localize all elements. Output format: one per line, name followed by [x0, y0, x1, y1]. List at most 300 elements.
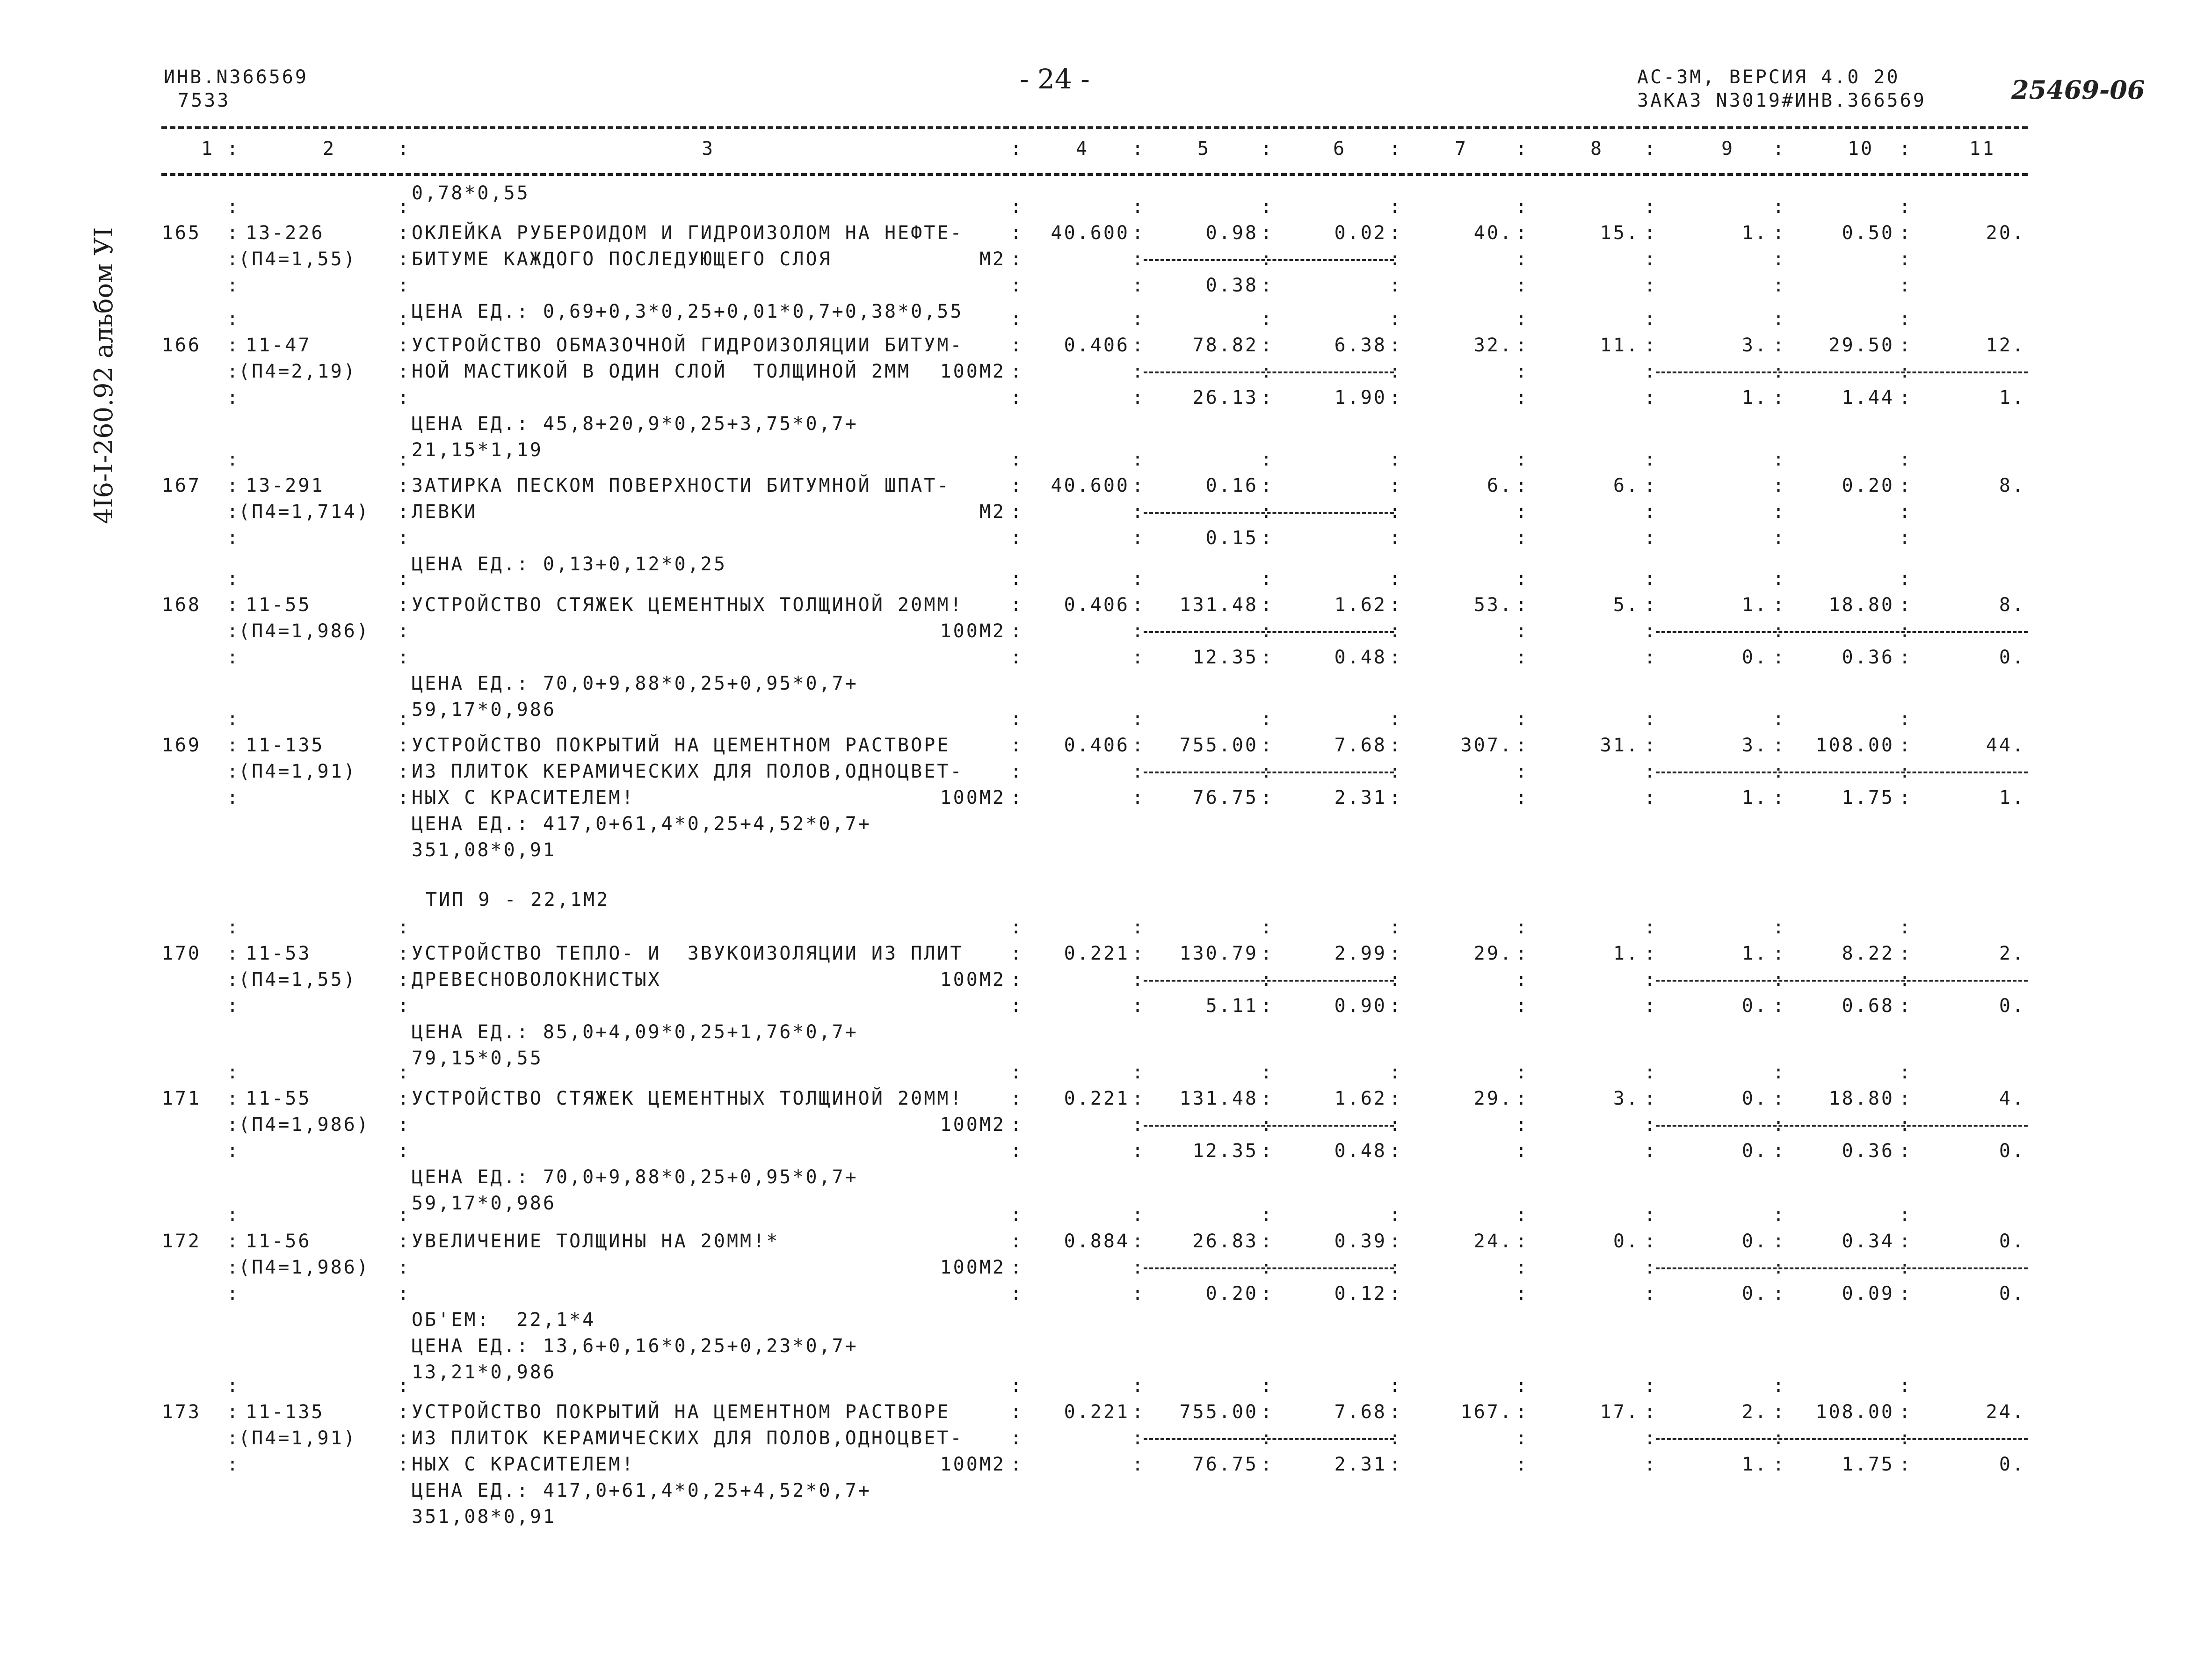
column-separator: : — [1899, 708, 1913, 730]
value-c9: 0. — [1741, 1088, 1768, 1109]
column-separator: : — [227, 308, 240, 330]
sub-value-c6: 0.90 — [1334, 995, 1387, 1017]
column-separator: : — [227, 1257, 240, 1278]
column-separator: : — [1644, 222, 1658, 244]
sub-value-c11: 0. — [1999, 647, 2025, 668]
column-separator: : — [1389, 1283, 1403, 1304]
column-separator: : — [1773, 449, 1786, 470]
column-separator: : — [1132, 1204, 1146, 1226]
column-separator: : — [1516, 1088, 1529, 1109]
column-separator: : — [1899, 308, 1913, 330]
sub-row-rule — [1144, 631, 1394, 633]
sub-value-c11: 0. — [1999, 1283, 2025, 1304]
column-separator: : — [1899, 969, 1913, 990]
column-separator: : — [1516, 475, 1529, 496]
column-separator: : — [1644, 1062, 1658, 1083]
column-separator: : — [1644, 761, 1658, 782]
column-separator: : — [1899, 647, 1913, 668]
column-separator: : — [1389, 1204, 1403, 1226]
column-separator: : — [1516, 1230, 1529, 1252]
sub-value-c6: 2.31 — [1334, 787, 1387, 808]
column-separator: : — [1644, 787, 1658, 808]
column-separator: : — [1389, 1088, 1403, 1109]
column-separator: : — [1773, 943, 1786, 964]
column-separator: : — [1899, 1375, 1913, 1397]
column-separator: : — [1261, 761, 1274, 782]
value-c7: 29. — [1473, 943, 1513, 964]
order-number: ЗАКАЗ N3019#ИНВ.366569 — [1637, 90, 1926, 111]
column-separator: : — [1010, 1401, 1024, 1423]
column-separator: : — [1010, 275, 1024, 296]
value-c8: 6. — [1613, 475, 1639, 496]
column-separator: : — [1516, 1062, 1529, 1083]
column-separator: : — [1389, 647, 1403, 668]
column-separator: : — [1389, 1257, 1403, 1278]
column-separator: : — [1132, 1062, 1146, 1083]
column-separator: : — [398, 1454, 411, 1475]
quantity: 40.600 — [1051, 475, 1130, 496]
work-description: НОЙ МАСТИКОЙ В ОДИН СЛОЙ ТОЛЩИНОЙ 2ММ — [412, 361, 911, 382]
sub-row-rule — [1144, 1125, 1394, 1127]
work-description: ЗАТИРКА ПЕСКОМ ПОВЕРХНОСТИ БИТУМНОЙ ШПАТ- — [412, 475, 950, 496]
column-separator: : — [1773, 1427, 1786, 1449]
column-separator: : — [1261, 647, 1274, 668]
column-separator: : — [1261, 308, 1274, 330]
column-separator: : — [1010, 1427, 1024, 1449]
column-separator: : — [1010, 787, 1024, 808]
column-separator: : — [1644, 1375, 1658, 1397]
quantity: 0.221 — [1064, 1088, 1130, 1109]
sub-row-rule — [1144, 259, 1394, 261]
unit-price-formula: 79,15*0,55 — [412, 1048, 543, 1069]
unit: 100М2 — [940, 787, 1006, 808]
column-header-9: 9 — [1721, 138, 1735, 160]
column-separator: : — [1899, 248, 1913, 270]
column-separator: : — [1899, 361, 1913, 382]
value-c11: 12. — [1986, 335, 2025, 356]
column-separator: : — [1899, 501, 1913, 523]
column-separator: : — [1389, 917, 1403, 938]
unit-price-formula: 21,15*1,19 — [412, 439, 543, 461]
column-separator: : — [227, 501, 240, 523]
column-separator: : — [1389, 1114, 1403, 1136]
column-header-2: 2 — [323, 138, 336, 160]
column-header-3: 3 — [702, 138, 715, 160]
column-separator: : — [1132, 708, 1146, 730]
column-separator: : — [1899, 1062, 1913, 1083]
column-separator: : — [1516, 361, 1529, 382]
sub-value-c6: 2.31 — [1334, 1454, 1387, 1475]
sub-row-rule — [1656, 1267, 2028, 1269]
sub-value-c6: 0.48 — [1334, 647, 1387, 668]
work-description: УСТРОЙСТВО ТЕПЛО- И ЗВУКОИЗОЛЯЦИИ ИЗ ПЛИТ — [412, 943, 964, 964]
value-c7: 32. — [1473, 335, 1513, 356]
column-separator: : — [398, 1204, 411, 1226]
unit-price-formula: ЦЕНА ЕД.: 45,8+20,9*0,25+3,75*0,7+ — [412, 413, 858, 435]
column-separator: : — [1389, 995, 1403, 1017]
column-separator: : — [1773, 969, 1786, 990]
column-header-10: 10 — [1848, 138, 1874, 160]
column-separator: : — [1389, 501, 1403, 523]
column-separator: : — [1644, 1114, 1658, 1136]
sub-value-c6: 0.48 — [1334, 1140, 1387, 1162]
column-separator: : — [1261, 1454, 1274, 1475]
value-c7: 29. — [1473, 1088, 1513, 1109]
column-separator: : — [1010, 1283, 1024, 1304]
column-separator: : — [1261, 501, 1274, 523]
column-separator: : — [1773, 708, 1786, 730]
sub-value-c5: 5.11 — [1205, 995, 1258, 1017]
value-c10: 0.50 — [1842, 222, 1894, 244]
column-separator: : — [1389, 594, 1403, 616]
column-separator: : — [227, 735, 240, 756]
column-separator: : — [1010, 647, 1024, 668]
column-separator: : — [1132, 501, 1146, 523]
column-separator: : — [398, 568, 411, 590]
column-separator: : — [1261, 917, 1274, 938]
column-separator: : — [1261, 594, 1274, 616]
value-c11: 8. — [1999, 594, 2025, 616]
column-separator: : — [1773, 1283, 1786, 1304]
column-separator: : — [1773, 361, 1786, 382]
unit-price-formula: ЦЕНА ЕД.: 70,0+9,88*0,25+0,95*0,7+ — [412, 673, 858, 694]
norm-code: 11-53 — [246, 943, 312, 964]
unit-price-formula: ОБ'ЕМ: 22,1*4 — [412, 1309, 596, 1331]
column-separator: : — [1516, 708, 1529, 730]
column-separator: : — [1010, 1114, 1024, 1136]
column-separator: : — [398, 787, 411, 808]
work-description: ИЗ ПЛИТОК КЕРАМИЧЕСКИХ ДЛЯ ПОЛОВ,ОДНОЦВЕТ- — [412, 761, 964, 782]
column-separator: : — [1644, 568, 1658, 590]
coefficient: (П4=1,986) — [239, 1114, 370, 1136]
column-separator: : — [1899, 787, 1913, 808]
unit-price-formula: 59,17*0,986 — [412, 1193, 556, 1214]
column-separator: : — [398, 222, 411, 244]
column-separator: : — [1516, 917, 1529, 938]
column-separator: : — [1644, 248, 1658, 270]
value-c6: 6.38 — [1334, 335, 1387, 356]
value-c7: 6. — [1487, 475, 1513, 496]
column-separator: : — [1132, 943, 1146, 964]
column-header-5: 5 — [1197, 138, 1211, 160]
column-separator: : — [1389, 248, 1403, 270]
row-number: 169 — [161, 735, 201, 756]
column-separator: : — [227, 917, 240, 938]
value-c8: 15. — [1600, 222, 1639, 244]
norm-code: 13-226 — [246, 222, 325, 244]
unit: М2 — [979, 248, 1006, 270]
quantity: 0.884 — [1064, 1230, 1130, 1252]
column-separator: : — [227, 1088, 240, 1109]
value-c11: 24. — [1986, 1401, 2025, 1423]
column-separator: : — [227, 1114, 240, 1136]
column-separator: : — [1261, 1375, 1274, 1397]
column-separator: : — [1644, 1204, 1658, 1226]
value-c8: 31. — [1600, 735, 1639, 756]
sub-row-rule — [1656, 1125, 2028, 1127]
column-separator: : — [1132, 1088, 1146, 1109]
value-c5: 26.83 — [1192, 1230, 1258, 1252]
column-separator: : — [1261, 787, 1274, 808]
column-separator: : — [227, 475, 240, 496]
column-separator: : — [227, 196, 240, 218]
unit-price-formula: 351,08*0,91 — [412, 839, 556, 861]
column-separator: : — [1261, 222, 1274, 244]
column-separator: : — [1899, 475, 1913, 496]
column-separator: : — [1132, 1401, 1146, 1423]
column-separator: : — [1516, 1375, 1529, 1397]
column-separator: : — [1132, 1427, 1146, 1449]
norm-code: 11-56 — [246, 1230, 312, 1252]
column-separator: : — [1389, 387, 1403, 408]
coefficient: (П4=1,91) — [239, 1427, 357, 1449]
column-separator: : — [398, 335, 411, 356]
value-c6: 0.39 — [1334, 1230, 1387, 1252]
column-separator: : — [1644, 275, 1658, 296]
value-c5: 0.98 — [1205, 222, 1258, 244]
column-separator: : — [1644, 708, 1658, 730]
column-separator: : — [1010, 708, 1024, 730]
column-separator: : — [1899, 943, 1913, 964]
column-separator: : — [1773, 475, 1786, 496]
column-separator: : — [1644, 1401, 1658, 1423]
column-separator: : — [1132, 527, 1146, 549]
column-separator: : — [1132, 308, 1146, 330]
column-separator: : — [1261, 995, 1274, 1017]
sub-value-c11: 0. — [1999, 995, 2025, 1017]
value-c8: 0. — [1613, 1230, 1639, 1252]
inventory-number: ИНВ.N366569 — [164, 66, 308, 88]
value-c6: 1.62 — [1334, 594, 1387, 616]
column-separator: : — [1644, 196, 1658, 218]
column-separator: : — [1516, 308, 1529, 330]
value-c7: 24. — [1473, 1230, 1513, 1252]
column-separator: : — [1010, 735, 1024, 756]
column-separator: : — [1773, 620, 1786, 642]
sub-value-c9: 1. — [1741, 1454, 1768, 1475]
value-c10: 108.00 — [1815, 735, 1894, 756]
column-separator: : — [1010, 761, 1024, 782]
sub-row-rule — [1656, 371, 2028, 373]
header-top-rule — [161, 126, 2028, 129]
column-separator: : — [1644, 501, 1658, 523]
column-separator: : — [1644, 1088, 1658, 1109]
column-separator: : — [1389, 708, 1403, 730]
value-c6: 7.68 — [1334, 735, 1387, 756]
value-c9: 1. — [1741, 943, 1768, 964]
column-separator: : — [1773, 917, 1786, 938]
column-separator: : — [1261, 335, 1274, 356]
work-description: НЫХ С КРАСИТЕЛЕМ! — [412, 787, 635, 808]
norm-code: 11-55 — [246, 1088, 312, 1109]
column-separator: : — [1389, 361, 1403, 382]
column-separator: : — [1010, 138, 1024, 160]
column-separator: : — [1773, 568, 1786, 590]
sub-value-c11: 0. — [1999, 1140, 2025, 1162]
work-description: ЛЕВКИ — [412, 501, 478, 523]
column-separator: : — [398, 1257, 411, 1278]
column-separator: : — [227, 1454, 240, 1475]
column-separator: : — [1773, 196, 1786, 218]
column-separator: : — [1132, 1257, 1146, 1278]
value-c9: 1. — [1741, 594, 1768, 616]
column-separator: : — [227, 248, 240, 270]
column-separator: : — [227, 620, 240, 642]
column-separator: : — [1644, 361, 1658, 382]
column-separator: : — [398, 1375, 411, 1397]
column-separator: : — [398, 969, 411, 990]
column-separator: : — [1899, 1283, 1913, 1304]
column-separator: : — [1899, 222, 1913, 244]
column-separator: : — [227, 1140, 240, 1162]
value-c7: 53. — [1473, 594, 1513, 616]
column-separator: : — [1389, 735, 1403, 756]
column-separator: : — [1389, 475, 1403, 496]
work-description: ДРЕВЕСНОВОЛОКНИСТЫХ — [412, 969, 661, 990]
column-separator: : — [1899, 735, 1913, 756]
sub-value-c9: 0. — [1741, 1140, 1768, 1162]
column-separator: : — [227, 527, 240, 549]
column-separator: : — [1516, 449, 1529, 470]
column-separator: : — [1132, 568, 1146, 590]
value-c5: 131.48 — [1179, 1088, 1258, 1109]
column-separator: : — [227, 787, 240, 808]
column-separator: : — [398, 1283, 411, 1304]
column-separator: : — [1899, 995, 1913, 1017]
unit-price-formula: 59,17*0,986 — [412, 699, 556, 721]
column-separator: : — [1010, 1230, 1024, 1252]
column-header-1: 1 — [201, 138, 215, 160]
column-separator: : — [1773, 594, 1786, 616]
column-separator: : — [1899, 1401, 1913, 1423]
column-separator: : — [398, 1427, 411, 1449]
value-c9: 3. — [1741, 335, 1768, 356]
sub-row-rule — [1144, 980, 1394, 982]
value-c10: 18.80 — [1828, 594, 1894, 616]
value-c10: 18.80 — [1828, 1088, 1894, 1109]
column-separator: : — [1773, 501, 1786, 523]
column-separator: : — [1132, 275, 1146, 296]
column-separator: : — [1261, 568, 1274, 590]
column-separator: : — [1132, 1114, 1146, 1136]
column-header-4: 4 — [1076, 138, 1089, 160]
column-separator: : — [398, 1401, 411, 1423]
column-separator: : — [1389, 222, 1403, 244]
column-separator: : — [1516, 761, 1529, 782]
work-description: УСТРОЙСТВО СТЯЖЕК ЦЕМЕНТНЫХ ТОЛЩИНОЙ 20ММ! — [412, 1088, 964, 1109]
value-c10: 8.22 — [1842, 943, 1894, 964]
column-separator: : — [1010, 361, 1024, 382]
column-separator: : — [1516, 1427, 1529, 1449]
column-separator: : — [1773, 647, 1786, 668]
value-c6: 0.02 — [1334, 222, 1387, 244]
column-separator: : — [1516, 620, 1529, 642]
column-separator: : — [1773, 1204, 1786, 1226]
column-separator: : — [1899, 1114, 1913, 1136]
column-separator: : — [1261, 1257, 1274, 1278]
column-separator: : — [1773, 1114, 1786, 1136]
column-separator: : — [227, 1401, 240, 1423]
column-separator: : — [1773, 1257, 1786, 1278]
column-separator: : — [398, 761, 411, 782]
sub-value-c10: 0.36 — [1842, 1140, 1894, 1162]
column-separator: : — [1261, 387, 1274, 408]
column-separator: : — [1389, 1140, 1403, 1162]
column-separator: : — [1389, 1062, 1403, 1083]
column-separator: : — [1899, 620, 1913, 642]
column-separator: : — [1644, 1427, 1658, 1449]
column-separator: : — [1132, 917, 1146, 938]
column-separator: : — [1010, 1062, 1024, 1083]
column-separator: : — [1132, 387, 1146, 408]
column-separator: : — [1261, 1114, 1274, 1136]
column-separator: : — [1899, 387, 1913, 408]
column-separator: : — [227, 1204, 240, 1226]
column-separator: : — [398, 647, 411, 668]
column-separator: : — [1010, 449, 1024, 470]
column-separator: : — [1899, 917, 1913, 938]
value-c6: 2.99 — [1334, 943, 1387, 964]
column-separator: : — [1899, 761, 1913, 782]
sub-value-c5: 76.75 — [1192, 1454, 1258, 1475]
column-separator: : — [1010, 335, 1024, 356]
column-separator: : — [398, 138, 411, 160]
column-separator: : — [1132, 1454, 1146, 1475]
column-separator: : — [1644, 527, 1658, 549]
sub-row-rule — [1656, 980, 2028, 982]
quantity: 0.221 — [1064, 943, 1130, 964]
column-separator: : — [1899, 1427, 1913, 1449]
column-separator: : — [1261, 196, 1274, 218]
quantity: 0.221 — [1064, 1401, 1130, 1423]
value-c11: 0. — [1999, 1230, 2025, 1252]
column-separator: : — [1773, 248, 1786, 270]
column-separator: : — [1010, 594, 1024, 616]
column-separator: : — [1261, 1062, 1274, 1083]
value-c7: 307. — [1460, 735, 1513, 756]
value-c5: 755.00 — [1179, 1401, 1258, 1423]
coefficient: (П4=1,986) — [239, 1257, 370, 1278]
sub-value-c11: 0. — [1999, 1454, 2025, 1475]
column-separator: : — [1773, 387, 1786, 408]
column-separator: : — [1261, 735, 1274, 756]
value-c5: 755.00 — [1179, 735, 1258, 756]
column-separator: : — [1516, 969, 1529, 990]
sub-value-c5: 0.15 — [1205, 527, 1258, 549]
value-c8: 1. — [1613, 943, 1639, 964]
quantity: 0.406 — [1064, 335, 1130, 356]
column-separator: : — [1773, 275, 1786, 296]
sub-row-rule — [1656, 631, 2028, 633]
column-separator: : — [1516, 1140, 1529, 1162]
column-separator: : — [1010, 1375, 1024, 1397]
column-separator: : — [1010, 620, 1024, 642]
column-separator: : — [398, 620, 411, 642]
column-separator: : — [1516, 647, 1529, 668]
column-separator: : — [398, 361, 411, 382]
column-separator: : — [227, 594, 240, 616]
column-separator: : — [1644, 449, 1658, 470]
column-separator: : — [1261, 475, 1274, 496]
sub-value-c10: 1.75 — [1842, 1454, 1894, 1475]
unit: 100М2 — [940, 1114, 1006, 1136]
column-separator: : — [1899, 527, 1913, 549]
sub-value-c10: 1.44 — [1842, 387, 1894, 408]
column-separator: : — [1899, 275, 1913, 296]
column-separator: : — [1899, 335, 1913, 356]
column-separator: : — [1644, 943, 1658, 964]
column-separator: : — [1516, 594, 1529, 616]
